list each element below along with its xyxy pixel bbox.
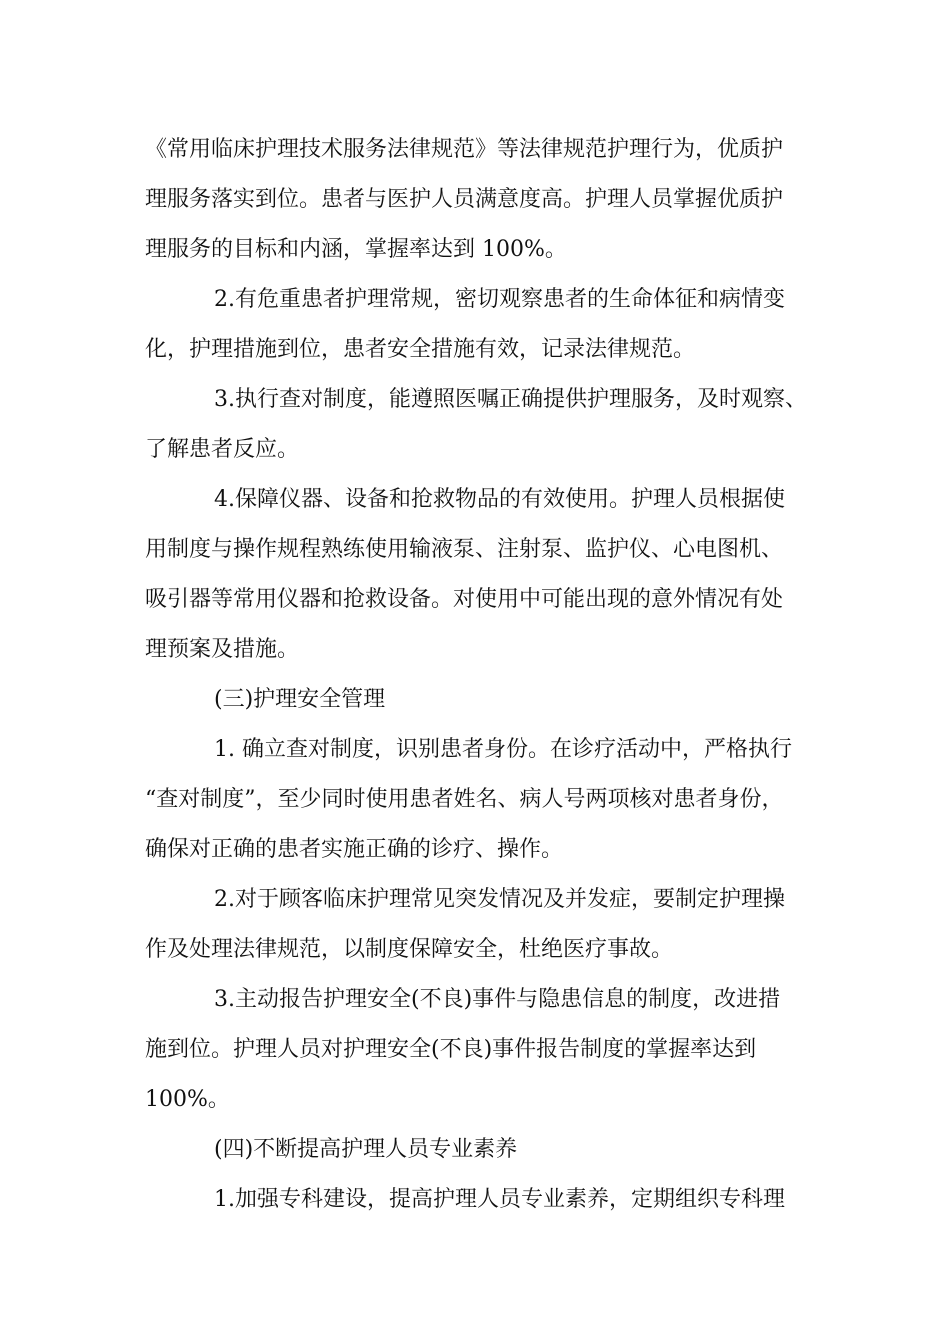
text-line bbox=[0, 880, 950, 920]
text-line bbox=[0, 280, 950, 320]
text-line-content: 确保对正确的患者实施正确的诊疗、操作。 bbox=[145, 837, 564, 862]
text-line-content: 2.有危重患者护理常规，密切观察患者的生命体征和病情变 bbox=[214, 287, 785, 312]
text-line-content: 1.加强专科建设，提高护理人员专业素养，定期组织专科理 bbox=[214, 1187, 785, 1212]
text-line bbox=[0, 530, 950, 570]
text-line-content: 用制度与操作规程熟练使用输液泵、注射泵、监护仪、心电图机、 bbox=[145, 537, 784, 562]
text-line bbox=[0, 730, 950, 770]
text-line bbox=[0, 830, 950, 870]
text-line bbox=[0, 930, 950, 970]
text-line bbox=[0, 230, 950, 270]
text-line bbox=[0, 130, 950, 170]
text-line bbox=[0, 630, 950, 670]
section-heading-text: (三)护理安全管理 bbox=[214, 687, 386, 712]
text-line-content: 化，护理措施到位，患者安全措施有效，记录法律规范。 bbox=[145, 337, 696, 362]
text-line-content: 《常用临床护理技术服务法律规范》等法律规范护理行为，优质护 bbox=[145, 137, 784, 162]
text-line bbox=[0, 380, 950, 420]
text-line-content: 1. 确立查对制度，识别患者身份。在诊疗活动中，严格执行 bbox=[214, 737, 792, 762]
text-line bbox=[0, 1080, 950, 1120]
text-line bbox=[0, 180, 950, 220]
text-line-content: 2.对于顾客临床护理常见突发情况及并发症，要制定护理操 bbox=[214, 887, 785, 912]
text-line-content: 施到位。护理人员对护理安全(不良)事件报告制度的掌握率达到 bbox=[145, 1037, 757, 1062]
text-line-content: 作及处理法律规范，以制度保障安全，杜绝医疗事故。 bbox=[145, 937, 674, 962]
text-line-content: 100%。 bbox=[145, 1087, 230, 1112]
text-line bbox=[0, 480, 950, 520]
section-heading-text: (四)不断提高护理人员专业素养 bbox=[214, 1137, 518, 1162]
text-line bbox=[0, 330, 950, 370]
text-line bbox=[0, 980, 950, 1020]
text-line bbox=[0, 1180, 950, 1220]
text-line-content: 3.主动报告护理安全(不良)事件与隐患信息的制度，改进措 bbox=[214, 987, 781, 1012]
text-line-content: 吸引器等常用仪器和抢救设备。对使用中可能出现的意外情况有处 bbox=[145, 587, 784, 612]
text-line-content: “查对制度”，至少同时使用患者姓名、病人号两项核对患者身份， bbox=[145, 787, 784, 812]
text-line bbox=[0, 780, 950, 820]
text-line-content: 4.保障仪器、设备和抢救物品的有效使用。护理人员根据使 bbox=[214, 487, 785, 512]
section-heading bbox=[0, 1130, 950, 1170]
text-line-content: 了解患者反应。 bbox=[145, 437, 300, 462]
text-line-content: 理服务落实到位。患者与医护人员满意度高。护理人员掌握优质护 bbox=[145, 187, 784, 212]
text-line bbox=[0, 1030, 950, 1070]
text-line bbox=[0, 430, 950, 470]
text-line bbox=[0, 580, 950, 620]
text-line-content: 理服务的目标和内涵，掌握率达到 100%。 bbox=[145, 237, 567, 262]
section-heading bbox=[0, 680, 950, 720]
text-line-content: 理预案及措施。 bbox=[145, 637, 300, 662]
text-line-content: 3.执行查对制度，能遵照医嘱正确提供护理服务，及时观察、 bbox=[214, 387, 807, 412]
